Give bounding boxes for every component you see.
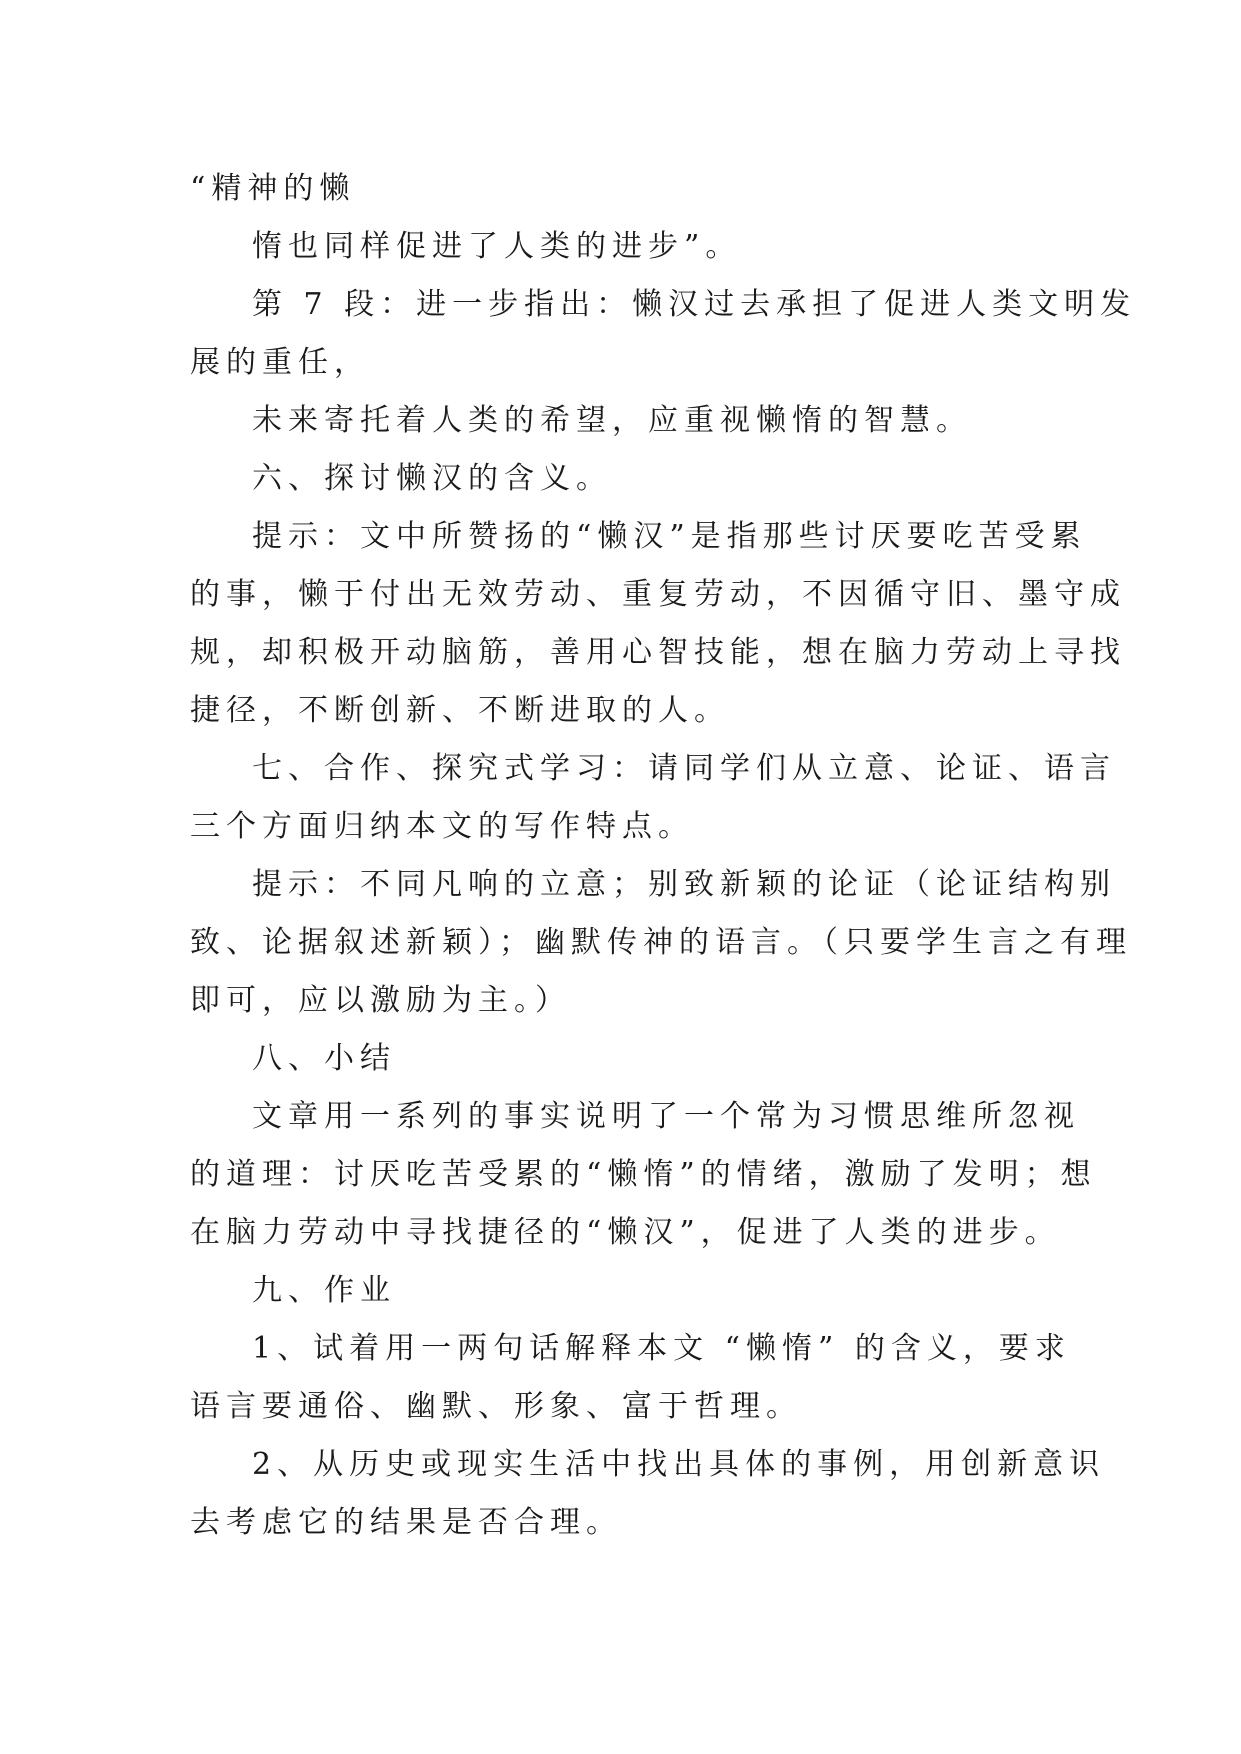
text-line: 语言要通俗、幽默、形象、富于哲理。 xyxy=(190,1389,802,1424)
text-line: 的道理：讨厌吃苦受累的“懒惰”的情绪，激励了发明；想 xyxy=(190,1157,1097,1192)
text-line: 规，却积极开动脑筋，善用心智技能，想在脑力劳动上寻找 xyxy=(190,635,1126,670)
text-line: 未来寄托着人类的希望，应重视懒惰的智慧。 xyxy=(252,403,972,438)
text-line: 即可，应以激励为主。） xyxy=(190,983,571,1018)
text-line: 捷径，不断创新、不断进取的人。 xyxy=(190,693,730,728)
section-heading: 八、小结 xyxy=(252,1041,396,1076)
text-line: 提示：文中所赞扬的“懒汉”是指那些讨厌要吃苦受累 xyxy=(252,519,1087,554)
section-heading: 六、探讨懒汉的含义。 xyxy=(252,461,612,496)
text-line: 提示：不同凡响的立意；别致新颖的论证（论证结构别 xyxy=(252,867,1116,902)
text-line: 展的重任， xyxy=(190,345,370,380)
text-line: 在脑力劳动中寻找捷径的“懒汉”，促进了人类的进步。 xyxy=(190,1215,1061,1250)
text-line: 致、论据叙述新颖）；幽默传神的语言。（只要学生言之有理 xyxy=(190,925,1132,960)
text-line: 2、从历史或现实生活中找出具体的事例，用创新意识 xyxy=(252,1447,1106,1482)
text-line: 三个方面归纳本文的写作特点。 xyxy=(190,809,694,844)
text-line: 1、试着用一两句话解释本文 “懒惰” 的含义，要求 xyxy=(252,1331,1071,1366)
text-line: 第 7 段：进一步指出：懒汉过去承担了促进人类文明发 xyxy=(252,287,1137,322)
text-line: 去考虑它的结果是否合理。 xyxy=(190,1505,622,1540)
text-line: 文章用一系列的事实说明了一个常为习惯思维所忽视 xyxy=(252,1099,1080,1134)
text-line: 惰也同样促进了人类的进步”。 xyxy=(252,229,742,264)
document-body xyxy=(190,160,1137,1552)
section-heading: 九、作业 xyxy=(252,1273,396,1308)
text-line: “精神的懒 xyxy=(190,171,356,206)
section-heading: 七、合作、探究式学习：请同学们从立意、论证、语言 xyxy=(252,751,1116,786)
text-line: 的事，懒于付出无效劳动、重复劳动，不因循守旧、墨守成 xyxy=(190,577,1126,612)
